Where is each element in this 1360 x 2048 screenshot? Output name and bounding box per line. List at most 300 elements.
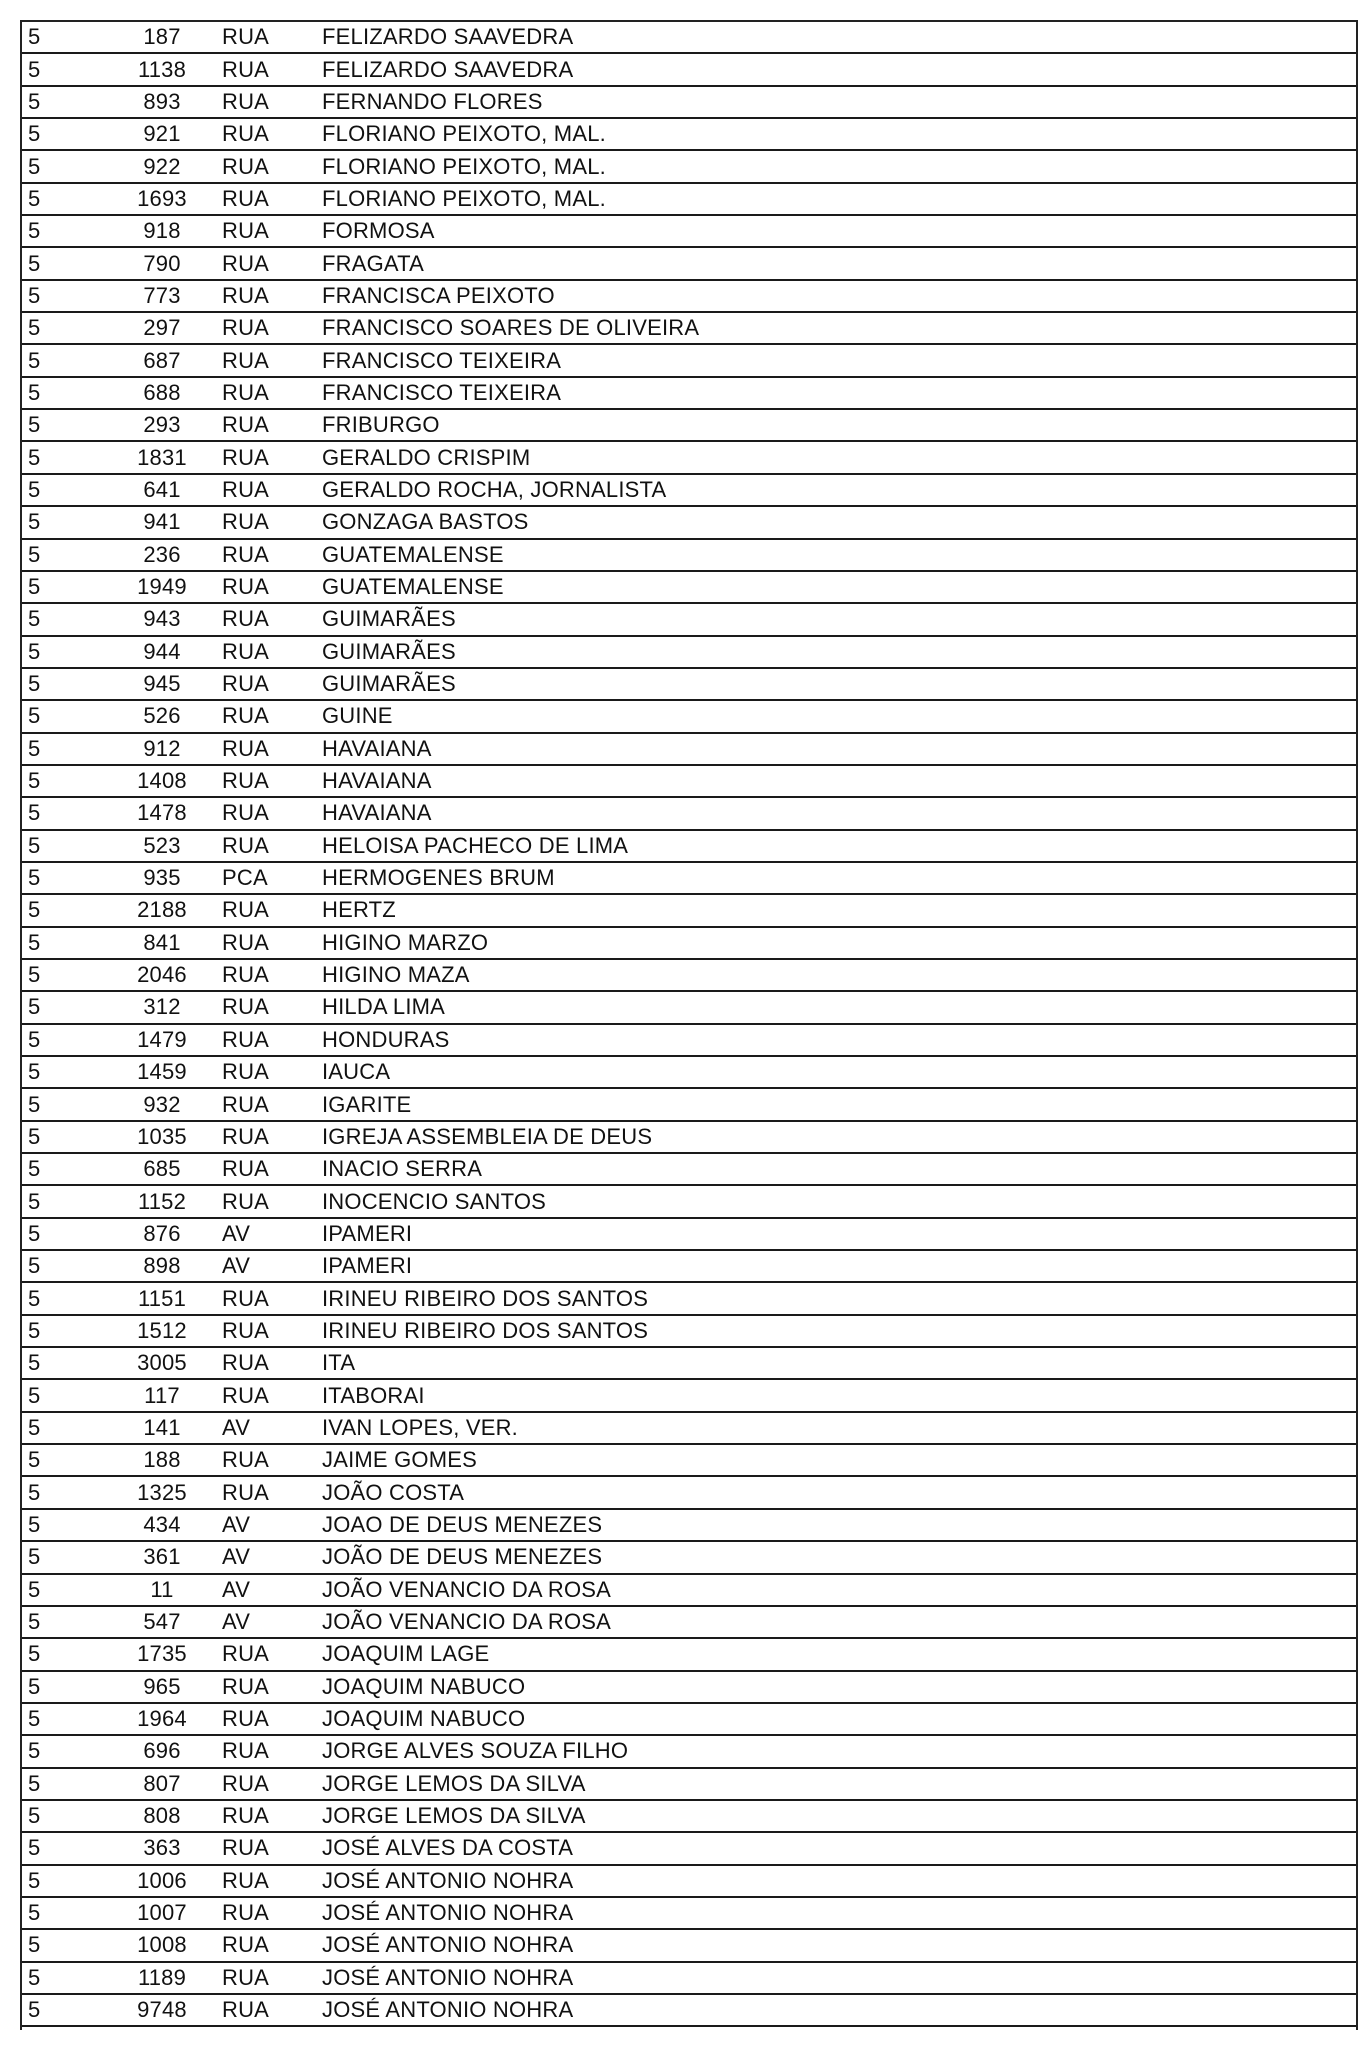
street-code-cell: 1408 (137, 768, 187, 794)
street-code-cell: 918 (143, 218, 181, 244)
table-row (22, 378, 1356, 410)
zone-cell: 5 (28, 1091, 41, 1117)
street-type-cell: RUA (222, 153, 270, 179)
street-type-cell: RUA (222, 412, 270, 438)
street-type-cell: RUA (222, 1026, 270, 1052)
table-row (22, 1769, 1356, 1801)
street-type-cell: RUA (222, 1350, 270, 1376)
zone-cell: 5 (28, 541, 41, 567)
street-type-cell: RUA (222, 88, 270, 114)
table-row (22, 1542, 1356, 1574)
street-type-cell: RUA (222, 768, 270, 794)
street-type-cell: RUA (222, 1900, 270, 1926)
table-row (22, 313, 1356, 345)
table-row (22, 1025, 1356, 1057)
street-name-cell: HERTZ (322, 897, 396, 923)
table-row (22, 1445, 1356, 1477)
table-row (22, 1089, 1356, 1121)
street-name-cell: IPAMERI (322, 1220, 413, 1246)
zone-cell: 5 (28, 800, 41, 826)
zone-cell: 5 (28, 24, 41, 50)
street-code-cell: 1008 (137, 1932, 187, 1958)
street-code-cell: 1151 (137, 1285, 187, 1311)
street-name-cell: IRINEU RIBEIRO DOS SANTOS (322, 1317, 649, 1343)
zone-cell: 5 (28, 1964, 41, 1990)
table-row (22, 1219, 1356, 1251)
street-code-cell: 547 (143, 1609, 181, 1635)
street-name-cell: JAIME GOMES (322, 1447, 477, 1473)
street-code-cell: 912 (143, 735, 181, 761)
street-name-cell: HAVAIANA (322, 800, 432, 826)
street-code-cell: 141 (143, 1414, 181, 1440)
street-type-cell: RUA (222, 1382, 270, 1408)
street-type-cell: AV (222, 1220, 251, 1246)
street-name-cell: HELOISA PACHECO DE LIMA (322, 832, 629, 858)
street-type-cell: RUA (222, 1835, 270, 1861)
street-code-cell: 1479 (137, 1026, 187, 1052)
street-name-cell: FRAGATA (322, 250, 425, 276)
street-code-cell: 3005 (137, 1350, 187, 1376)
table-row (22, 184, 1356, 216)
table-row (22, 216, 1356, 248)
street-code-cell: 808 (143, 1803, 181, 1829)
street-type-cell: RUA (222, 347, 270, 373)
street-code-cell: 526 (143, 703, 181, 729)
street-code-cell: 807 (143, 1770, 181, 1796)
street-name-cell: FELIZARDO SAAVEDRA (322, 56, 574, 82)
table-row (22, 1251, 1356, 1283)
street-code-cell: 1152 (137, 1188, 187, 1214)
street-type-cell: RUA (222, 800, 270, 826)
table-row (22, 960, 1356, 992)
table-row (22, 1575, 1356, 1607)
table-row (22, 281, 1356, 313)
zone-cell: 5 (28, 768, 41, 794)
street-name-cell: GUINE (322, 703, 393, 729)
street-code-cell: 1459 (137, 1059, 187, 1085)
street-code-cell: 2188 (137, 897, 187, 923)
street-name-cell: GUIMARÃES (322, 638, 456, 664)
street-name-cell: IPAMERI (322, 1253, 413, 1279)
table-row (22, 1510, 1356, 1542)
zone-cell: 5 (28, 865, 41, 891)
zone-cell: 5 (28, 1156, 41, 1182)
table-row (22, 1736, 1356, 1768)
table-row (22, 1639, 1356, 1671)
street-type-cell: RUA (222, 476, 270, 502)
street-code-cell: 117 (144, 1382, 180, 1408)
street-code-cell: 943 (143, 606, 181, 632)
street-name-cell: JOSÉ ALVES DA COSTA (322, 1835, 574, 1861)
street-code-cell: 688 (143, 379, 181, 405)
street-code-cell: 687 (143, 347, 181, 373)
street-code-cell: 11 (150, 1576, 174, 1602)
street-name-cell: FLORIANO PEIXOTO, MAL. (322, 121, 606, 147)
zone-cell: 5 (28, 1576, 41, 1602)
zone-cell: 5 (28, 282, 41, 308)
street-name-cell: GERALDO CRISPIM (322, 444, 531, 470)
street-code-cell: 944 (143, 638, 181, 664)
table-row (22, 22, 1356, 54)
zone-cell: 5 (28, 638, 41, 664)
table-row (22, 410, 1356, 442)
zone-cell: 5 (28, 1059, 41, 1085)
street-name-cell: JORGE LEMOS DA SILVA (322, 1803, 586, 1829)
street-name-cell: FRIBURGO (322, 412, 440, 438)
street-type-cell: RUA (222, 832, 270, 858)
zone-cell: 5 (28, 703, 41, 729)
street-type-cell: AV (222, 1253, 251, 1279)
street-name-cell: IVAN LOPES, VER. (322, 1414, 518, 1440)
street-type-cell: RUA (222, 1641, 270, 1667)
table-row (22, 1995, 1356, 2027)
street-code-cell: 523 (143, 832, 181, 858)
zone-cell: 5 (28, 1026, 41, 1052)
zone-cell: 5 (28, 606, 41, 632)
zone-cell: 5 (28, 1511, 41, 1537)
street-code-cell: 1512 (137, 1317, 187, 1343)
table-row (22, 895, 1356, 927)
street-type-cell: RUA (222, 1964, 270, 1990)
zone-cell: 5 (28, 56, 41, 82)
table-row (22, 475, 1356, 507)
table-row (22, 1316, 1356, 1348)
street-type-cell: RUA (222, 574, 270, 600)
street-code-cell: 236 (143, 541, 181, 567)
street-name-cell: HIGINO MAZA (322, 962, 470, 988)
street-name-cell: GUATEMALENSE (322, 574, 504, 600)
street-name-cell: JOSÉ ANTONIO NOHRA (322, 1964, 574, 1990)
street-name-cell: JOÃO COSTA (322, 1479, 465, 1505)
street-code-cell: 921 (143, 121, 181, 147)
street-type-cell: RUA (222, 444, 270, 470)
zone-cell: 5 (28, 897, 41, 923)
table-row (22, 1898, 1356, 1930)
street-name-cell: GUIMARÃES (322, 671, 456, 697)
table-row (22, 1704, 1356, 1736)
table-row (22, 1607, 1356, 1639)
street-name-cell: INOCENCIO SANTOS (322, 1188, 547, 1214)
table-row (22, 701, 1356, 733)
street-code-cell: 1189 (137, 1964, 187, 1990)
street-code-cell: 293 (143, 412, 181, 438)
street-code-cell: 935 (143, 865, 181, 891)
street-name-cell: HILDA LIMA (322, 994, 446, 1020)
street-type-cell: RUA (222, 962, 270, 988)
street-code-cell: 1949 (137, 574, 187, 600)
table-row (22, 151, 1356, 183)
street-type-cell: RUA (222, 1706, 270, 1732)
street-name-cell: JOAQUIM NABUCO (322, 1673, 526, 1699)
zone-cell: 5 (28, 218, 41, 244)
street-name-cell: JOSÉ ANTONIO NOHRA (322, 1997, 574, 2023)
street-name-cell: FELIZARDO SAAVEDRA (322, 24, 574, 50)
street-type-cell: RUA (222, 379, 270, 405)
zone-cell: 5 (28, 1997, 41, 2023)
zone-cell: 5 (28, 412, 41, 438)
table-row (22, 345, 1356, 377)
zone-cell: 5 (28, 1382, 41, 1408)
zone-cell: 5 (28, 1770, 41, 1796)
street-type-cell: RUA (222, 1091, 270, 1117)
street-name-cell: JORGE LEMOS DA SILVA (322, 1770, 586, 1796)
table-row (22, 1122, 1356, 1154)
street-code-cell: 945 (143, 671, 181, 697)
street-type-cell: RUA (222, 929, 270, 955)
street-code-cell: 696 (143, 1738, 181, 1764)
zone-cell: 5 (28, 671, 41, 697)
table-row (22, 1413, 1356, 1445)
table-row (22, 248, 1356, 280)
street-name-cell: HERMOGENES BRUM (322, 865, 555, 891)
street-code-cell: 188 (143, 1447, 181, 1473)
street-type-cell: RUA (222, 1479, 270, 1505)
street-code-cell: 841 (143, 929, 181, 955)
street-code-cell: 1325 (137, 1479, 187, 1505)
zone-cell: 5 (28, 315, 41, 341)
street-type-cell: RUA (222, 735, 270, 761)
street-code-cell: 893 (143, 88, 181, 114)
street-code-cell: 312 (143, 994, 181, 1020)
street-code-cell: 922 (143, 153, 181, 179)
street-name-cell: ITABORAI (322, 1382, 425, 1408)
zone-cell: 5 (28, 832, 41, 858)
street-type-cell: RUA (222, 1867, 270, 1893)
table-row (22, 992, 1356, 1024)
street-code-cell: 187 (143, 24, 181, 50)
street-code-cell: 932 (143, 1091, 181, 1117)
street-type-cell: RUA (222, 315, 270, 341)
zone-cell: 5 (28, 574, 41, 600)
table-row (22, 798, 1356, 830)
street-code-cell: 1735 (137, 1641, 187, 1667)
street-type-cell: RUA (222, 121, 270, 147)
table-row (22, 1477, 1356, 1509)
zone-cell: 5 (28, 88, 41, 114)
table-row (22, 1866, 1356, 1898)
street-type-cell: RUA (222, 1156, 270, 1182)
street-type-cell: RUA (222, 1123, 270, 1149)
zone-cell: 5 (28, 1414, 41, 1440)
street-name-cell: FLORIANO PEIXOTO, MAL. (322, 153, 606, 179)
zone-cell: 5 (28, 1350, 41, 1376)
street-type-cell: AV (222, 1576, 251, 1602)
street-type-cell: RUA (222, 56, 270, 82)
table-row (22, 831, 1356, 863)
zone-cell: 5 (28, 1835, 41, 1861)
zone-cell: 5 (28, 1900, 41, 1926)
street-name-cell: HAVAIANA (322, 768, 432, 794)
street-type-cell: RUA (222, 1770, 270, 1796)
street-name-cell: FRANCISCO TEIXEIRA (322, 347, 562, 373)
street-name-cell: JOÃO DE DEUS MENEZES (322, 1544, 603, 1570)
street-type-cell: RUA (222, 218, 270, 244)
street-name-cell: IAUCA (322, 1059, 391, 1085)
street-code-cell: 1035 (137, 1123, 187, 1149)
street-name-cell: JORGE ALVES SOUZA FILHO (322, 1738, 629, 1764)
zone-cell: 5 (28, 1609, 41, 1635)
street-code-cell: 9748 (137, 1997, 187, 2023)
zone-cell: 5 (28, 1641, 41, 1667)
street-type-cell: RUA (222, 1059, 270, 1085)
street-name-cell: JOÃO VENANCIO DA ROSA (322, 1609, 612, 1635)
zone-cell: 5 (28, 1253, 41, 1279)
street-code-cell: 773 (143, 282, 181, 308)
zone-cell: 5 (28, 1447, 41, 1473)
street-type-cell: RUA (222, 897, 270, 923)
zone-cell: 5 (28, 476, 41, 502)
street-type-cell: RUA (222, 509, 270, 535)
zone-cell: 5 (28, 1932, 41, 1958)
street-type-cell: RUA (222, 1997, 270, 2023)
street-name-cell: JOAO DE DEUS MENEZES (322, 1511, 603, 1537)
street-type-cell: RUA (222, 1803, 270, 1829)
zone-cell: 5 (28, 1220, 41, 1246)
street-name-cell: GONZAGA BASTOS (322, 509, 529, 535)
street-name-cell: FRANCISCO TEIXEIRA (322, 379, 562, 405)
street-type-cell: RUA (222, 1188, 270, 1214)
table-row (22, 54, 1356, 86)
street-name-cell: FRANCISCO SOARES DE OLIVEIRA (322, 315, 700, 341)
street-name-cell: HAVAIANA (322, 735, 432, 761)
street-name-cell: GUIMARÃES (322, 606, 456, 632)
zone-cell: 5 (28, 1317, 41, 1343)
table-row (22, 1348, 1356, 1380)
street-code-cell: 363 (143, 1835, 181, 1861)
street-type-cell: RUA (222, 24, 270, 50)
street-code-cell: 685 (143, 1156, 181, 1182)
street-name-cell: IGREJA ASSEMBLEIA DE DEUS (322, 1123, 653, 1149)
street-code-cell: 1006 (137, 1867, 187, 1893)
street-code-cell: 941 (143, 509, 181, 535)
zone-cell: 5 (28, 994, 41, 1020)
street-name-cell: JOAQUIM NABUCO (322, 1706, 526, 1732)
street-type-cell: PCA (222, 865, 268, 891)
street-type-cell: RUA (222, 606, 270, 632)
table-row (22, 734, 1356, 766)
street-name-cell: IGARITE (322, 1091, 412, 1117)
zone-cell: 5 (28, 250, 41, 276)
table-row (22, 604, 1356, 636)
table-row (22, 572, 1356, 604)
street-name-cell: ITA (322, 1350, 356, 1376)
street-table (22, 22, 1356, 2027)
table-row (22, 928, 1356, 960)
street-type-cell: RUA (222, 541, 270, 567)
table-row (22, 863, 1356, 895)
street-name-cell: HIGINO MARZO (322, 929, 489, 955)
table-row (22, 1380, 1356, 1412)
table-row (22, 87, 1356, 119)
table-row (22, 540, 1356, 572)
table-row (22, 1672, 1356, 1704)
zone-cell: 5 (28, 121, 41, 147)
zone-cell: 5 (28, 1544, 41, 1570)
zone-cell: 5 (28, 1188, 41, 1214)
table-row (22, 1963, 1356, 1995)
street-name-cell: JOSÉ ANTONIO NOHRA (322, 1900, 574, 1926)
zone-cell: 5 (28, 347, 41, 373)
street-name-cell: IRINEU RIBEIRO DOS SANTOS (322, 1285, 649, 1311)
street-type-cell: RUA (222, 250, 270, 276)
street-code-cell: 2046 (137, 962, 187, 988)
zone-cell: 5 (28, 185, 41, 211)
street-name-cell: JOÃO VENANCIO DA ROSA (322, 1576, 612, 1602)
street-code-cell: 297 (143, 315, 181, 341)
zone-cell: 5 (28, 962, 41, 988)
zone-cell: 5 (28, 1738, 41, 1764)
zone-cell: 5 (28, 929, 41, 955)
zone-cell: 5 (28, 444, 41, 470)
street-code-cell: 1831 (137, 444, 187, 470)
street-type-cell: RUA (222, 1673, 270, 1699)
zone-cell: 5 (28, 1123, 41, 1149)
street-name-cell: FORMOSA (322, 218, 435, 244)
table-row (22, 119, 1356, 151)
table-row (22, 637, 1356, 669)
street-name-cell: JOAQUIM LAGE (322, 1641, 490, 1667)
street-code-cell: 1007 (137, 1900, 187, 1926)
zone-cell: 5 (28, 379, 41, 405)
table-row (22, 1057, 1356, 1089)
street-name-cell: FLORIANO PEIXOTO, MAL. (322, 185, 606, 211)
street-type-cell: RUA (222, 282, 270, 308)
street-type-cell: RUA (222, 994, 270, 1020)
street-type-cell: AV (222, 1414, 251, 1440)
street-code-cell: 361 (143, 1544, 181, 1570)
street-code-cell: 1138 (137, 56, 187, 82)
street-code-cell: 1693 (137, 185, 187, 211)
table-row (22, 1186, 1356, 1218)
street-code-cell: 965 (143, 1673, 181, 1699)
zone-cell: 5 (28, 1803, 41, 1829)
street-type-cell: RUA (222, 703, 270, 729)
street-type-cell: RUA (222, 1447, 270, 1473)
table-row (22, 1833, 1356, 1865)
zone-cell: 5 (28, 1479, 41, 1505)
street-name-cell: JOSÉ ANTONIO NOHRA (322, 1932, 574, 1958)
street-name-cell: FRANCISCA PEIXOTO (322, 282, 555, 308)
street-type-cell: RUA (222, 638, 270, 664)
zone-cell: 5 (28, 1285, 41, 1311)
street-code-cell: 1964 (137, 1706, 187, 1732)
zone-cell: 5 (28, 1867, 41, 1893)
table-row (22, 1930, 1356, 1962)
street-name-cell: JOSÉ ANTONIO NOHRA (322, 1867, 574, 1893)
table-row (22, 507, 1356, 539)
street-code-cell: 641 (143, 476, 181, 502)
street-name-cell: HONDURAS (322, 1026, 450, 1052)
street-name-cell: INACIO SERRA (322, 1156, 483, 1182)
street-name-cell: FERNANDO FLORES (322, 88, 543, 114)
street-type-cell: AV (222, 1609, 251, 1635)
table-row (22, 1154, 1356, 1186)
street-name-cell: GUATEMALENSE (322, 541, 504, 567)
table-row (22, 442, 1356, 474)
street-code-cell: 876 (143, 1220, 181, 1246)
zone-cell: 5 (28, 735, 41, 761)
street-type-cell: RUA (222, 1738, 270, 1764)
street-type-cell: RUA (222, 671, 270, 697)
street-code-cell: 434 (143, 1511, 181, 1537)
street-type-cell: RUA (222, 1932, 270, 1958)
table-row (22, 766, 1356, 798)
street-code-cell: 1478 (137, 800, 187, 826)
zone-cell: 5 (28, 1673, 41, 1699)
street-type-cell: RUA (222, 185, 270, 211)
street-code-cell: 898 (143, 1253, 181, 1279)
street-type-cell: RUA (222, 1285, 270, 1311)
